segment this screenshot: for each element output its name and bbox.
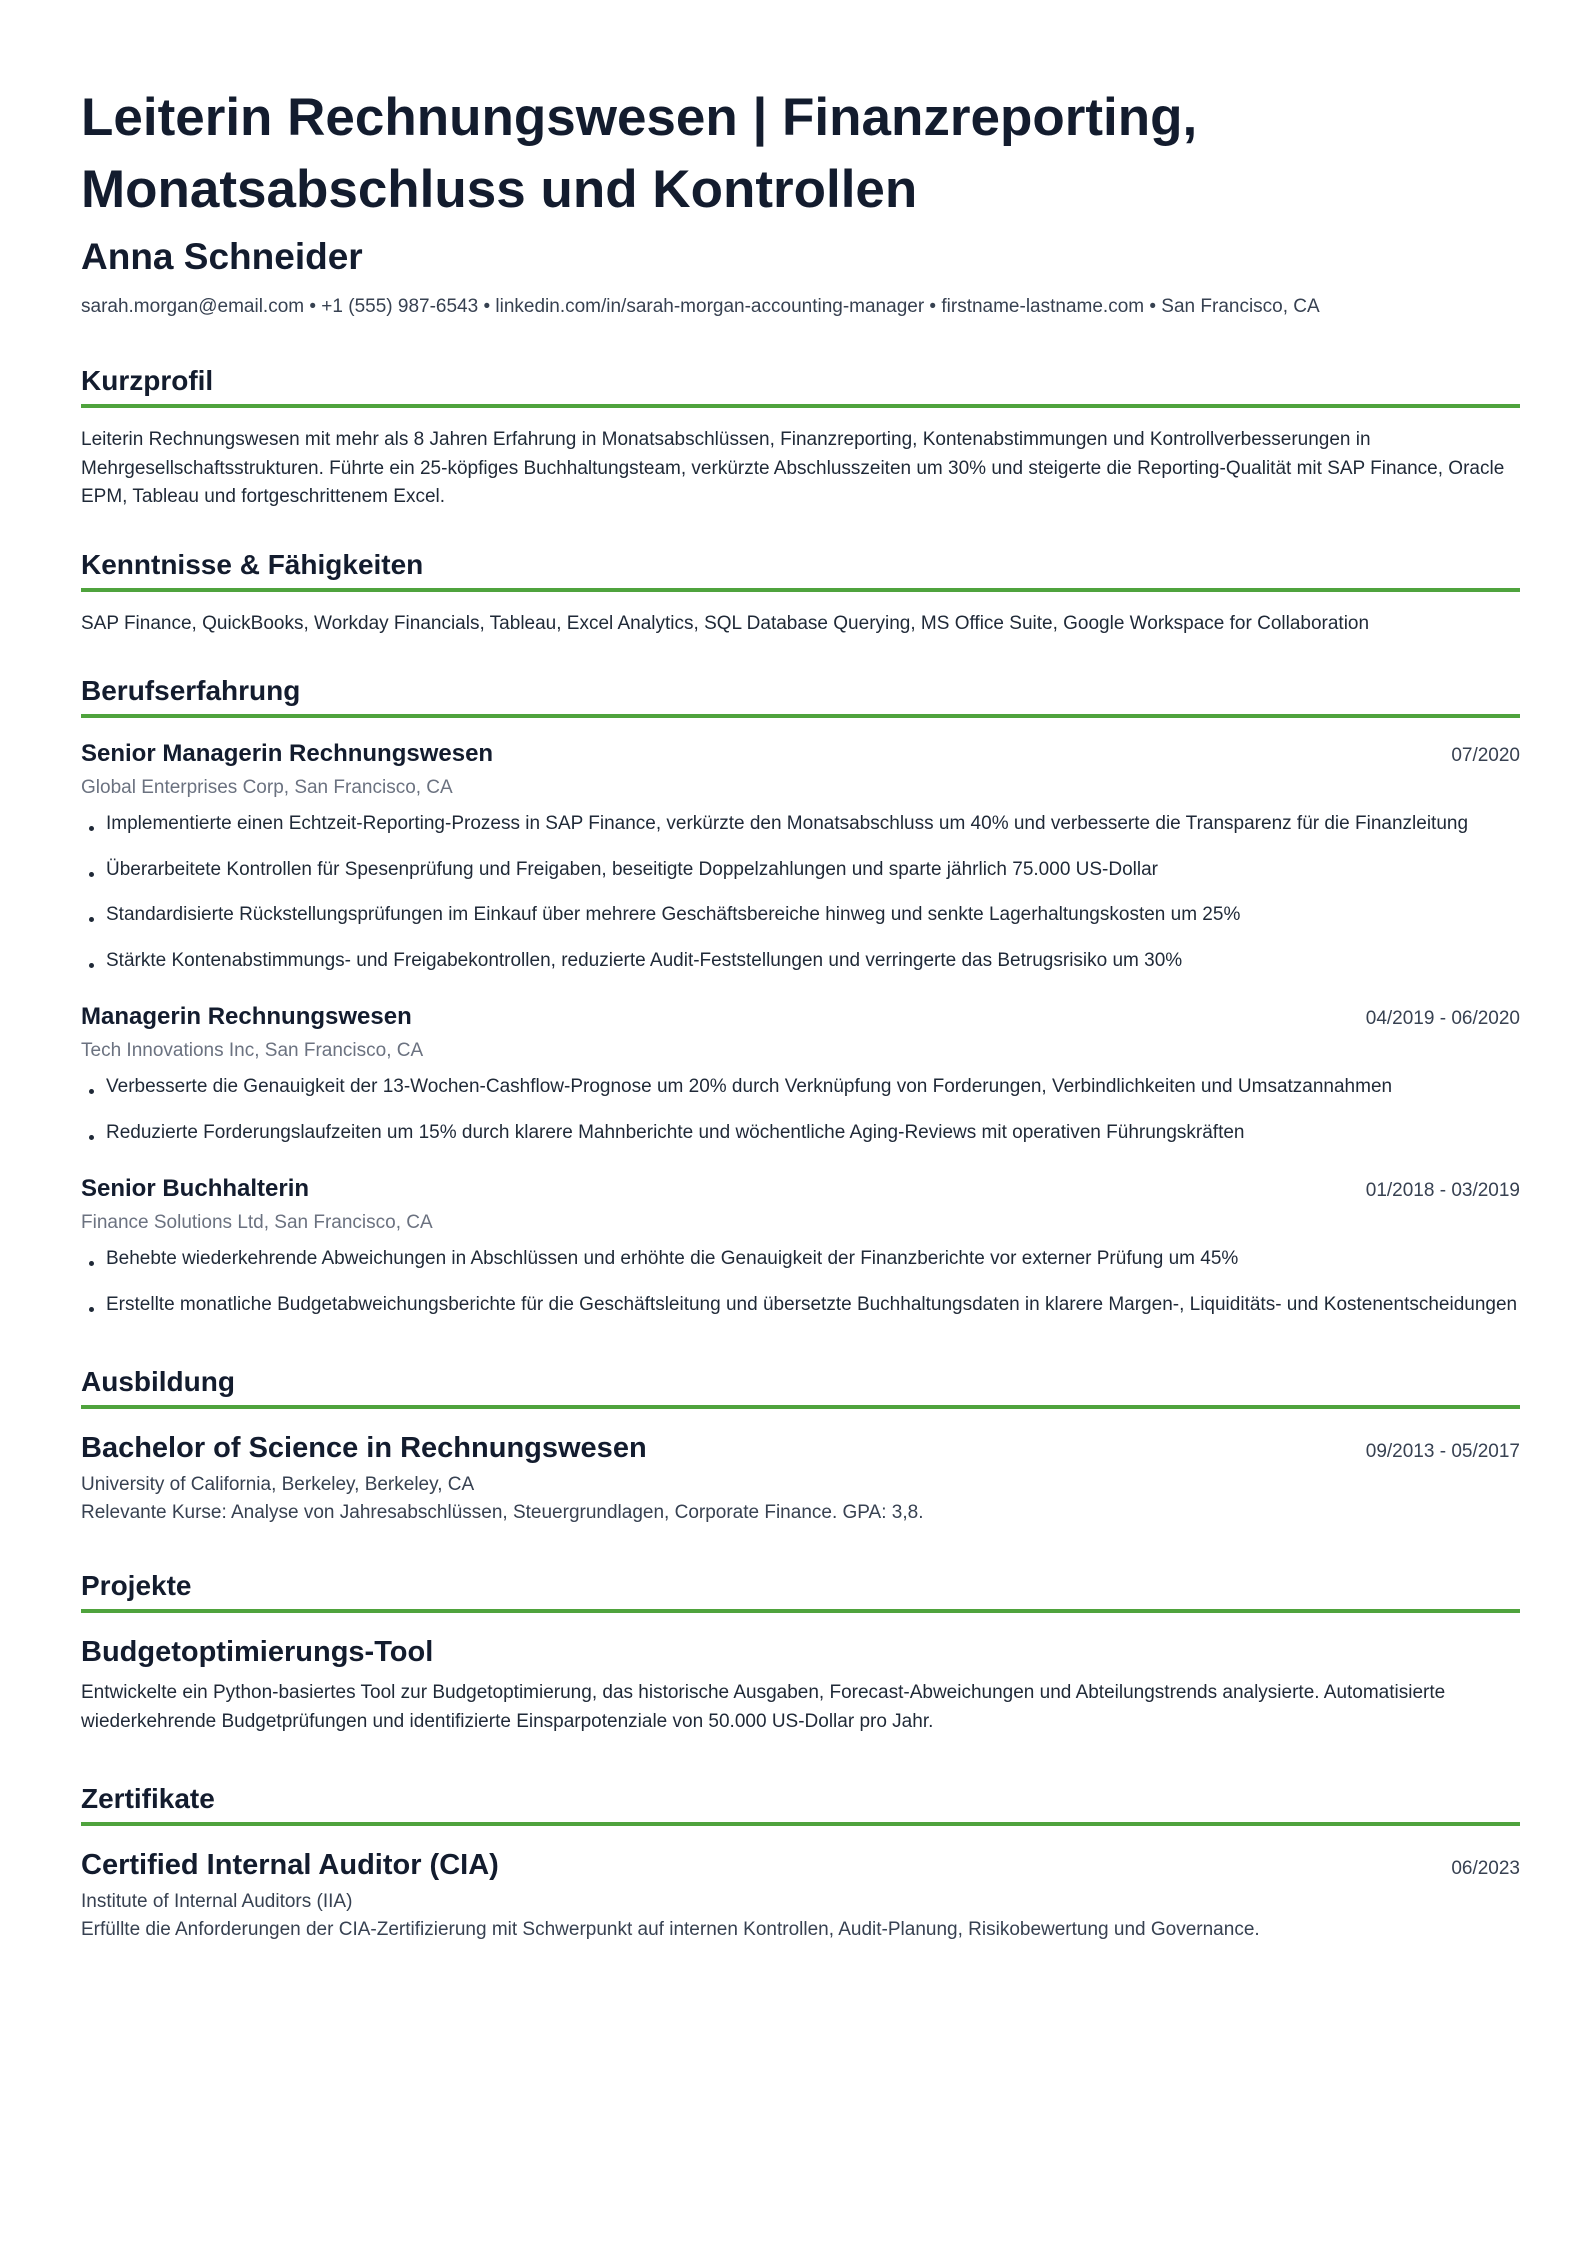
- headline-line-1: Leiterin Rechnungswesen | Finanzreporting,: [81, 88, 1198, 147]
- job-company: Finance Solutions Ltd, San Francisco, CA: [81, 1212, 433, 1233]
- job-date: 01/2018 - 03/2019: [1365, 1180, 1520, 1201]
- contact-line: sarah.morgan@email.com • +1 (555) 987-6543 • linkedin.com/in/sarah-morgan-accounting-manager • firstname-lastname.com • San Francisco, CA: [81, 296, 1320, 317]
- profile-section: [81, 362, 1520, 512]
- job-company: Tech Innovations Inc, San Francisco, CA: [81, 1040, 424, 1061]
- bullet-dot-icon: [89, 1089, 94, 1094]
- job-date: 04/2019 - 06/2020: [1365, 1008, 1520, 1029]
- job-bullets: [81, 1073, 1520, 1147]
- profile-text: Leiterin Rechnungswesen mit mehr als 8 Jahren Erfahrung in Monatsabschlüssen, Finanzreporting, Kontenabstimmungen und Kontrollverbesserungen in Mehrgesellschaftsstrukturen. Führte ein 25-köpfiges Buchhaltungsteam, verkürzte Abschlusszeiten um 30% und steigerte die Reporting-Qualität mit SAP Finance, Oracle EPM, Tableau und fortgeschrittenem Excel.: [81, 429, 1505, 507]
- job-company: Global Enterprises Corp, San Francisco, CA: [81, 777, 453, 798]
- education-date: 09/2013 - 05/2017: [1365, 1441, 1520, 1462]
- job-bullet: Verbesserte die Genauigkeit der 13-Wochen-Cashflow-Prognose um 20% durch Verknüpfung von Forderungen, Verbindlichkeiten und Umsatzannahmen: [81, 1073, 1520, 1102]
- candidate-name: Anna Schneider: [81, 236, 363, 277]
- bullet-dot-icon: [89, 963, 94, 968]
- project-entry: [81, 1633, 1520, 1736]
- skills-section: [81, 546, 1520, 639]
- job-date: 07/2020: [1451, 745, 1520, 766]
- bullet-dot-icon: [89, 1307, 94, 1312]
- job-title: Managerin Rechnungswesen: [81, 1003, 412, 1030]
- education-section: [81, 1363, 1520, 1527]
- certificate-date: 06/2023: [1451, 1858, 1520, 1879]
- certificates-section-title: Zertifikate: [81, 1780, 1520, 1826]
- profile-section-title: Kurzprofil: [81, 362, 1520, 408]
- job-bullets: [81, 1245, 1520, 1319]
- job-bullets: [81, 810, 1520, 975]
- certificate-name: Certified Internal Auditor (CIA): [81, 1849, 499, 1881]
- job-bullet: Implementierte einen Echtzeit-Reporting-Prozess in SAP Finance, verkürzte den Monatsabschluss um 40% und verbesserte die Transparenz für die Finanzleitung: [81, 810, 1520, 839]
- bullet-dot-icon: [89, 1135, 94, 1140]
- resume-headline: [81, 82, 1520, 226]
- job-bullet: Erstellte monatliche Budgetabweichungsberichte für die Geschäftsleitung und übersetzte Buchhaltungsdaten in klarere Margen-, Liquiditäts- und Kostenentscheidungen: [81, 1291, 1520, 1320]
- degree-title: Bachelor of Science in Rechnungswesen: [81, 1432, 647, 1464]
- bullet-dot-icon: [89, 826, 94, 831]
- bullet-dot-icon: [89, 1261, 94, 1266]
- certificate-text: Erfüllte die Anforderungen der CIA-Zertifizierung mit Schwerpunkt auf internen Kontrollen, Audit-Planung, Risikobewertung und Governance.: [81, 1919, 1260, 1940]
- job-bullet: Behebte wiederkehrende Abweichungen in Abschlüssen und erhöhte die Genauigkeit der Finanzberichte vor externer Prüfung um 45%: [81, 1245, 1520, 1274]
- project-text: Entwickelte ein Python-basiertes Tool zur Budgetoptimierung, das historische Ausgaben, Forecast-Abweichungen und Abteilungstrends analysierte. Automatisierte wiederkehrende Budgetprüfungen und identifizierte Einsparpotenziale von 50.000 US-Dollar pro Jahr.: [81, 1682, 1446, 1732]
- experience-section: [81, 672, 1520, 1319]
- skills-section-title: Kenntnisse & Fähigkeiten: [81, 546, 1520, 592]
- job-bullet: Stärkte Kontenabstimmungs- und Freigabekontrollen, reduzierte Audit-Feststellungen und verringerte das Betrugsrisiko um 30%: [81, 947, 1520, 976]
- certificate-issuer: Institute of Internal Auditors (IIA): [81, 1891, 353, 1912]
- certificate-entry: [81, 1846, 1520, 1944]
- experience-section-title: Berufserfahrung: [81, 672, 1520, 718]
- education-section-title: Ausbildung: [81, 1363, 1520, 1409]
- job-title: Senior Managerin Rechnungswesen: [81, 740, 494, 767]
- job-bullet: Überarbeitete Kontrollen für Spesenprüfung und Freigaben, beseitigte Doppelzahlungen und sparte jährlich 75.000 US-Dollar: [81, 856, 1520, 885]
- job-title: Senior Buchhalterin: [81, 1175, 310, 1202]
- job-entry: [81, 738, 1520, 975]
- project-name: Budgetoptimierungs-Tool: [81, 1636, 434, 1668]
- headline-line-2: Monatsabschluss und Kontrollen: [81, 160, 918, 219]
- education-entry: [81, 1429, 1520, 1527]
- school-name: University of California, Berkeley, Berkeley, CA: [81, 1474, 475, 1495]
- certificates-section: [81, 1780, 1520, 1944]
- projects-section: [81, 1567, 1520, 1736]
- education-details: Relevante Kurse: Analyse von Jahresabschlüssen, Steuergrundlagen, Corporate Finance. GPA: 3,8.: [81, 1502, 924, 1523]
- skills-text: SAP Finance, QuickBooks, Workday Financials, Tableau, Excel Analytics, SQL Database Querying, MS Office Suite, Google Workspace for Collaboration: [81, 612, 1370, 634]
- job-bullet: Reduzierte Forderungslaufzeiten um 15% durch klarere Mahnberichte und wöchentliche Aging-Reviews mit operativen Führungskräften: [81, 1119, 1520, 1148]
- job-entry: [81, 1173, 1520, 1319]
- bullet-dot-icon: [89, 872, 94, 877]
- projects-section-title: Projekte: [81, 1567, 1520, 1613]
- bullet-dot-icon: [89, 917, 94, 922]
- job-bullet: Standardisierte Rückstellungsprüfungen im Einkauf über mehrere Geschäftsbereiche hinweg und senkte Lagerhaltungskosten um 25%: [81, 901, 1520, 930]
- job-entry: [81, 1001, 1520, 1147]
